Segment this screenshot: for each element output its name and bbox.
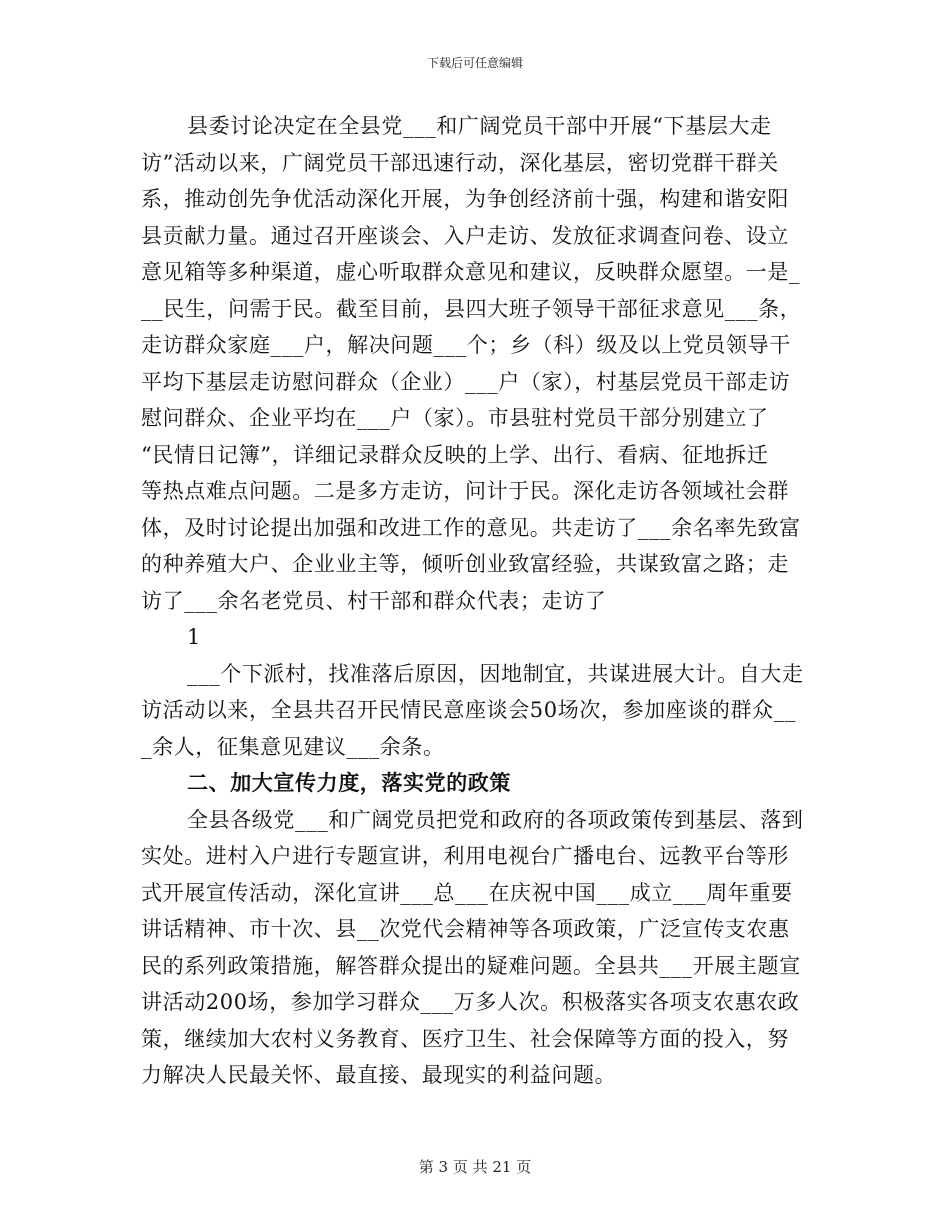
page-footer: 第 3 页 共 21 页	[418, 1158, 532, 1176]
paragraph-line: 访活动以来，全县共召开民情民意座谈会50场次，参加座谈的群众__	[141, 698, 796, 722]
paragraph-line: __民生，问需于民。截至目前，县四大班子领导干部征求意见___条，	[141, 296, 802, 321]
paragraph-line: 体，及时讨论提出加强和改进工作的意见。共走访了___余名率先致富	[141, 515, 801, 540]
inline-page-number: 1	[187, 625, 201, 649]
section-heading: 二、加大宣传力度，落实党的政策	[187, 770, 511, 795]
paragraph-line: “民情日记簿”，详细记录群众反映的上学、出行、看病、征地拆迁	[141, 442, 769, 467]
paragraph-line: 系，推动创先争优活动深化开展，为争创经济前十强，构建和谐安阳	[141, 187, 789, 211]
paragraph-line: 的种养殖大户、企业业主等，倾听创业致富经验，共谋致富之路；走	[141, 552, 789, 576]
paragraph-line: 访”活动以来，广阔党员干部迅速行动，深化基层，密切党群干群关	[141, 150, 779, 175]
paragraph-line: 县委讨论决定在全县党___和广阔党员干部中开展“下基层大走	[187, 114, 772, 138]
paragraph-line: 全县各级党___和广阔党员把党和政府的各项政策传到基层、落到	[187, 807, 804, 832]
paragraph-line: 访了___余名老党员、村干部和群众代表；走访了	[141, 588, 607, 613]
paragraph-line: 意见箱等多种渠道，虚心听取群众意见和建议，反映群众愿望。一是_	[141, 260, 801, 284]
page-header: 下载后可任意编辑	[426, 56, 523, 70]
paragraph-line: 民的系列政策措施，解答群众提出的疑难问题。全县共___开展主题宣	[141, 953, 801, 978]
paragraph-line: 讲话精神、市十次、县__次党代会精神等各项政策，广泛宣传支农惠	[141, 917, 790, 941]
paragraph-line: _余人，征集意见建议___余条。	[141, 734, 445, 759]
document-body	[141, 108, 811, 1094]
paragraph-line: 走访群众家庭___户，解决问题___个；乡（科）级及以上党员领导干	[141, 333, 791, 357]
paragraph-line: 平均下基层走访慰问群众（企业）___户（家），村基层党员干部走访	[141, 369, 791, 394]
paragraph-line: ___个下派村，找准落后原因，因地制宜，共谋进展大计。自大走	[187, 661, 804, 686]
paragraph-line: 实处。进村入户进行专题宣讲，利用电视台广播电台、远教平台等形	[141, 844, 789, 868]
paragraph-line: 策，继续加大农村义务教育、医疗卫生、社会保障等方面的投入，努	[141, 1026, 789, 1051]
paragraph-line: 力解决人民最关怀、最直接、最现实的利益问题。	[141, 1063, 617, 1087]
paragraph-line: 讲活动200场，参加学习群众___万多人次。积极落实各项支农惠农政	[141, 990, 800, 1014]
paragraph-line: 慰问群众、企业平均在___户（家）。市县驻村党员干部分别建立了	[141, 406, 769, 430]
paragraph-line: 县贡献力量。通过召开座谈会、入户走访、发放征求调查问卷、设立	[141, 223, 789, 248]
paragraph-line: 等热点难点问题。二是多方走访，问计于民。深化走访各领域社会群	[141, 479, 789, 503]
paragraph-line: 式开展宣传活动，深化宣讲___总___在庆祝中国___成立___周年重要	[141, 880, 793, 905]
